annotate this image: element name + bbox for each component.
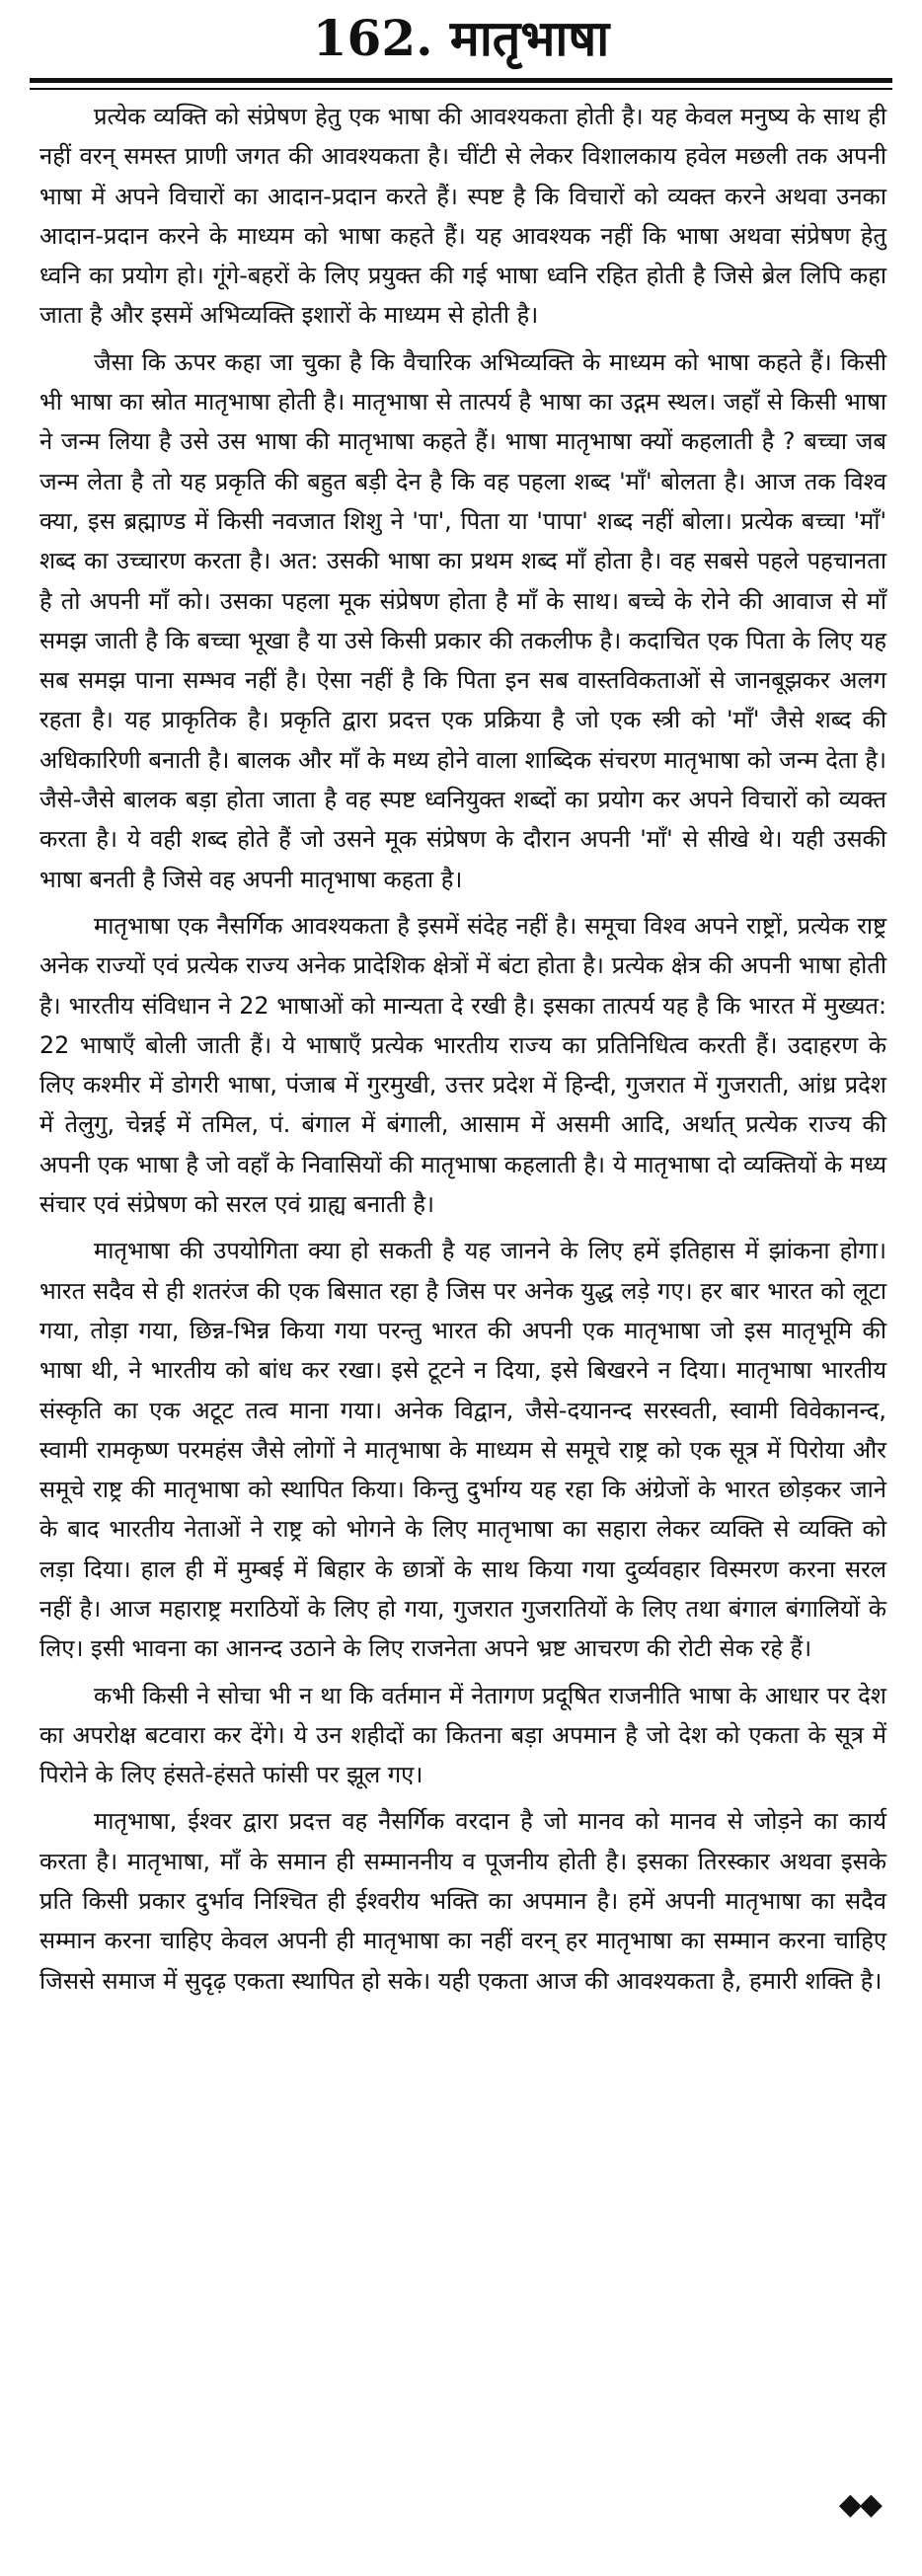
title-rule-thin bbox=[30, 88, 892, 90]
paragraph-3: मातृभाषा एक नैसर्गिक आवश्यकता है इसमें संदेह नहीं है। समूचा विश्व अपने राष्ट्रों, प्रत्येक राष्ट्र अनेक राज्यों एवं प्रत्येक राज्य अनेक प्रादेशिक क्षेत्रों में बंटा होता है। प्रत्येक क्षेत्र की अपनी भाषा होती है। भारतीय संविधान ने 22 भाषाओं को मान्यता दे रखी है। इसका तात्पर्य यह है कि भारत में मुख्यत: 22 भाषाएँ बोली जाती हैं। ये भाषाएँ प्रत्येक भारतीय राज्य का प्रतिनिधित्व करती हैं। उदाहरण के लिए कश्मीर में डोगरी भाषा, पंजाब में गुरमुखी, उत्तर प्रदेश में हिन्दी, गुजरात में गुजराती, आंध्र प्रदेश में तेलुगु, चेन्नई में तमिल, पं. बंगाल में बंगाली, आसाम में असमी आदि, अर्थात् प्रत्येक राज्य की अपनी एक भाषा है जो वहाँ के निवासियों की मातृभाषा कहलाती है। ये मातृभाषा दो व्यक्तियों के मध्य संचार एवं संप्रेषण को सरल एवं ग्राह्य बनाती है। bbox=[39, 911, 886, 1219]
paragraph-5: कभी किसी ने सोचा भी न था कि वर्तमान में नेतागण प्रदूषित राजनीति भाषा के आधार पर देश का अपरोक्ष बटवारा कर देंगे। ये उन शहीदों का कितना बड़ा अपमान है जो देश को एकता के सूत्र में पिरोने के लिए हंसते-हंसते फांसी पर झूल गए। bbox=[39, 1681, 886, 1789]
essay-body bbox=[39, 97, 886, 2008]
title-rule-thick bbox=[30, 78, 892, 83]
paragraph-1: प्रत्येक व्यक्ति को संप्रेषण हेतु एक भाषा की आवश्यकता होती है। यह केवल मनुष्य के साथ ही नहीं वरन् समस्त प्राणी जगत की आवश्यकता है। चींटी से लेकर विशालकाय हवेल मछली तक अपनी भाषा में अपने विचारों का आदान-प्रदान करते हैं। स्पष्ट है कि विचारों को व्यक्त करने अथवा उनका आदान-प्रदान करने के माध्यम को भाषा कहते हैं। यह आवश्यक नहीं कि भाषा अथवा संप्रेषण हेतु ध्वनि का प्रयोग हो। गूंगे-बहरों के लिए प्रयुक्त की गई भाषा ध्वनि रहित होती है जिसे ब्रेल लिपि कहा जाता है और इसमें अभिव्यक्ति इशारों के माध्यम से होती है। bbox=[39, 103, 886, 330]
paragraph-4: मातृभाषा की उपयोगिता क्या हो सकती है यह जानने के लिए हमें इतिहास में झांकना होगा। भारत सदैव से ही शतरंज की एक बिसात रहा है जिस पर अनेक युद्ध लड़े गए। हर बार भारत को लूटा गया, तोड़ा गया, छिन्न-भिन्न किया गया परन्तु भारत की अपनी एक मातृभाषा जो इस मातृभूमि की भाषा थी, ने भारतीय को बांध कर रखा। इसे टूटने न दिया, इसे बिखरने न दिया। मातृभाषा भारतीय संस्कृति का एक अटूट तत्व माना गया। अनेक विद्वान, जैसे-दयानन्द सरस्वती, स्वामी विवेकानन्द, स्वामी रामकृष्ण परमहंस जैसे लोगों ने मातृभाषा के माध्यम से समूचे राष्ट्र को एक सूत्र में पिरोया और समूचे राष्ट्र की मातृभाषा को स्थापित किया। किन्तु दुर्भाग्य यह रहा कि अंग्रेजों के भारत छोड़कर जाने के बाद भारतीय नेताओं ने राष्ट्र को भोगने के लिए मातृभाषा का सहारा लेकर व्यक्ति से व्यक्ति को लड़ा दिया। हाल ही में मुम्बई में बिहार के छात्रों के साथ किया गया दुर्व्यवहार विस्मरण करना सरल नहीं है। आज महाराष्ट्र मराठियों के लिए हो गया, गुजरात गुजरातियों के लिए तथा बंगाल बंगालियों के लिए। इसी भावना का आनन्द उठाने के लिए राजनेता अपने भ्रष्ट आचरण की रोटी सेक रहे हैं। bbox=[39, 1237, 886, 1663]
paragraph-2: जैसा कि ऊपर कहा जा चुका है कि वैचारिक अभिव्यक्ति के माध्यम को भाषा कहते हैं। किसी भी भाषा का स्रोत मातृभाषा होती है। मातृभाषा से तात्पर्य है भाषा का उद्गम स्थल। जहाँ से किसी भाषा ने जन्म लिया है उसे उस भाषा की मातृभाषा कहते हैं। भाषा मातृभाषा क्यों कहलाती है ? बच्चा जब जन्म लेता है तो यह प्रकृति की बहुत बड़ी देन है कि वह पहला शब्द 'माँ' बोलता है। आज तक विश्व क्या, इस ब्रह्माण्ड में किसी नवजात शिशु ने 'पा', पिता या 'पापा' शब्द नहीं बोला। प्रत्येक बच्चा 'माँ' शब्द का उच्चारण करता है। अत: उसकी भाषा का प्रथम शब्द माँ होता है। वह सबसे पहले पहचानता है तो अपनी माँ को। उसका पहला मूक संप्रेषण होता है माँ के साथ। बच्चे के रोने की आवाज से माँ समझ जाती है कि बच्चा भूखा है या उसे किसी प्रकार की तकलीफ है। कदाचित एक पिता के लिए यह सब समझ पाना सम्भव नहीं है। ऐसा नहीं है कि पिता इन सब वास्तविकताओं से जानबूझकर अलग रहता है। यह प्राकृतिक है। प्रकृति द्वारा प्रदत्त एक प्रक्रिया है जो एक स्त्री को 'माँ' जैसे शब्द की अधिकारिणी बनाती है। बालक और माँ के मध्य होने वाला शाब्दिक संचरण मातृभाषा को जन्म देता है। जैसे-जैसे बालक बड़ा होता जाता है वह स्पष्ट ध्वनियुक्त शब्दों का प्रयोग कर अपने विचारों को व्यक्त करता है। ये वही शब्द होते हैं जो उसने मूक संप्रेषण के दौरान अपनी 'माँ' से सीखे थे। यही उसकी भाषा बनती है जिसे वह अपनी मातृभाषा कहता है। bbox=[39, 347, 886, 893]
page-title: 162. मातृभाषा bbox=[312, 9, 610, 67]
paragraph-6: मातृभाषा, ईश्वर द्वारा प्रदत्त वह नैसर्गिक वरदान है जो मानव को मानव से जोड़ने का कार्य करता है। मातृभाषा, माँ के समान ही सम्माननीय व पूजनीय होती है। इसका तिरस्कार अथवा इसके प्रति किसी प्रकार दुर्भाव निश्चित ही ईश्वरीय भक्ति का अपमान है। हमें अपनी मातृभाषा का सदैव सम्मान करना चाहिए केवल अपनी ही मातृभाषा का नहीं वरन् हर मातृभाषा का सम्मान करना चाहिए जिससे समाज में सुदृढ़ एकता स्थापित हो सके। यही एकता आज की आवश्यकता है, हमारी शक्ति है। bbox=[39, 1807, 886, 1995]
end-diamonds-icon: ◆◆ bbox=[838, 2487, 881, 2522]
